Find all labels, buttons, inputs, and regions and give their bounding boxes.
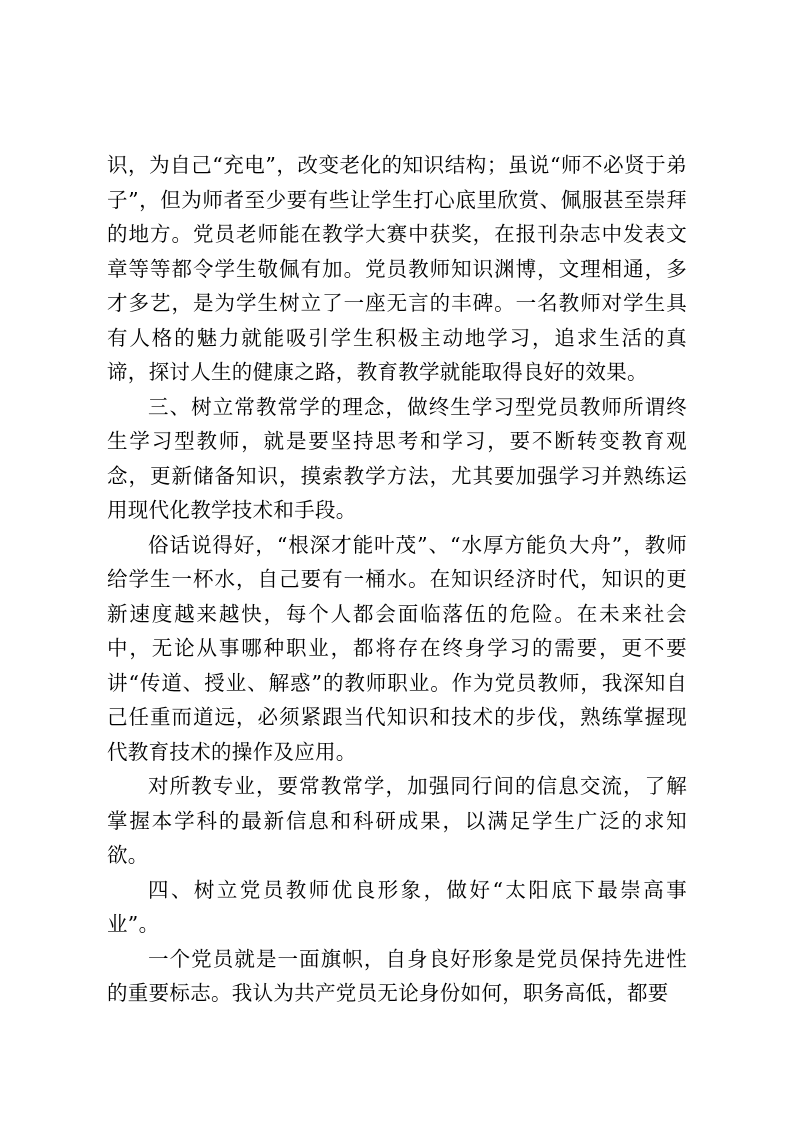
paragraph-section-three: 三、树立常教常学的理念，做终生学习型党员教师所谓终生学习型教师，就是要坚持思考和学习，要不断转变教育观念，更新储备知识，摸索教学方法，尤其要加强学习并熟练运用现代化教学技术和手段。 (107, 394, 687, 522)
paragraph-specialty: 对所教专业，要常教常学，加强同行间的信息交流，了解掌握本学科的最新信息和科研成果，以满足学生广泛的求知欲。 (107, 774, 687, 867)
paragraph-section-four: 四、树立党员教师优良形象，做好“太阳底下最崇高事业”。 (107, 877, 687, 936)
paragraph-continuation: 识，为自己“充电”，改变老化的知识结构；虽说“师不必贤于弟子”，但为师者至少要有些让学生打心底里欣赏、佩服甚至崇拜的地方。党员老师能在教学大赛中获奖，在报刊杂志中发表文章等等都令学生敬佩有加。党员教师知识渊博，文理相通，多才多艺，是为学生树立了一座无言的丰碑。一名教师对学生具有人格的魅力就能吸引学生积极主动地学习，追求生活的真谛，探讨人生的健康之路，教育教学就能取得良好的效果。 (107, 153, 687, 384)
document-page (107, 148, 687, 1011)
paragraph-banner: 一个党员就是一面旗帜，自身良好形象是党员保持先进性的重要标志。我认为共产党员无论身份如何，职务高低，都要 (107, 946, 687, 1005)
paragraph-proverb: 俗话说得好，“根深才能叶茂”、“水厚方能负大舟”，教师给学生一杯水，自己要有一桶水。在知识经济时代，知识的更新速度越来越快，每个人都会面临落伍的危险。在未来社会中，无论从事哪种职业，都将存在终身学习的需要，更不要讲“传道、授业、解惑”的教师职业。作为党员教师，我深知自己任重而道远，必须紧跟当代知识和技术的步伐，熟练掌握现代教育技术的操作及应用。 (107, 532, 687, 764)
